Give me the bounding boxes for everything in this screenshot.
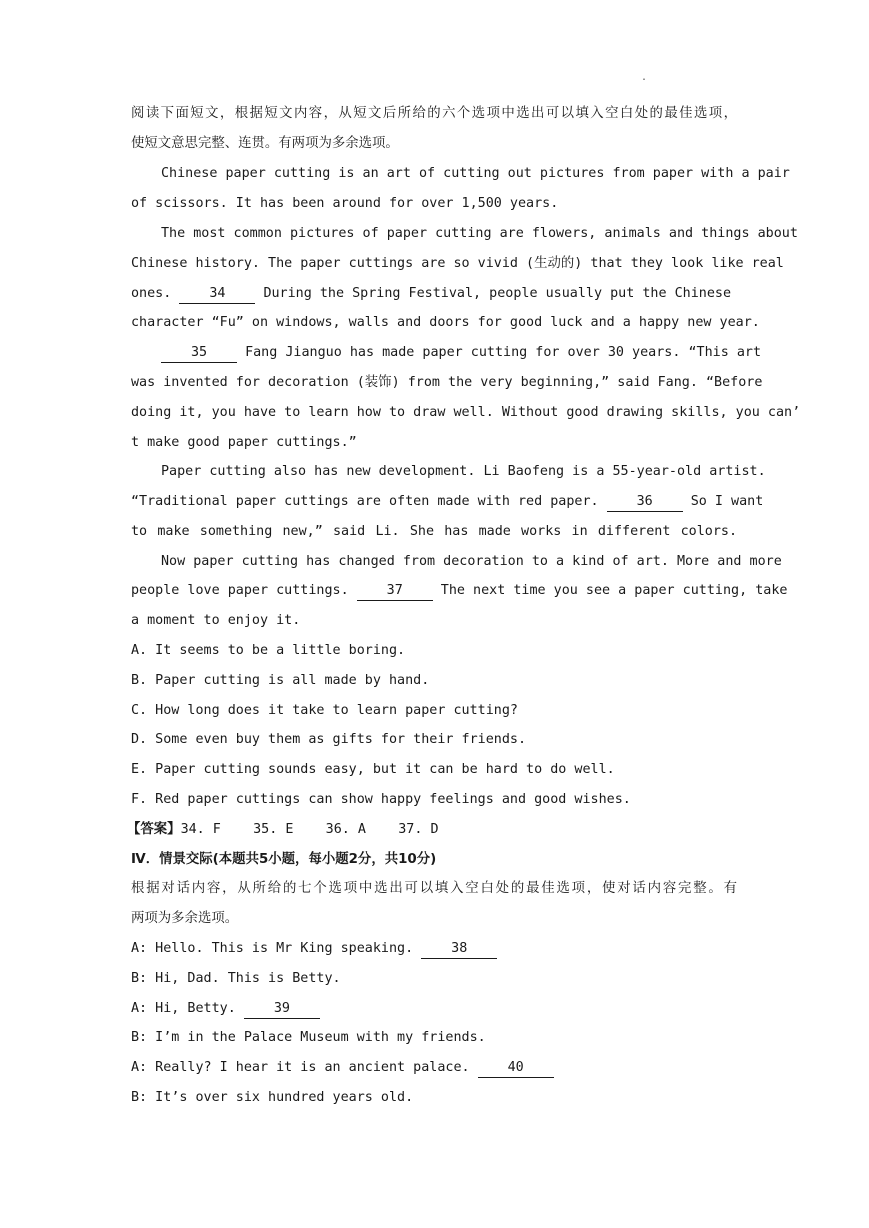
- passage-line: was invented for decoration (装饰) from the very beginning,” said Fang. “Before: [131, 375, 763, 390]
- passage-text: Fang Jianguo has made paper cutting for over 30 years. “This art: [245, 345, 762, 360]
- blank-40: 40: [478, 1060, 554, 1078]
- passage-line: a moment to enjoy it.: [131, 613, 301, 628]
- dialogue-text: A: Hi, Betty.: [131, 1001, 236, 1016]
- dialogue-line: B: Hi, Dad. This is Betty.: [131, 971, 341, 986]
- blank-35: 35: [161, 345, 237, 363]
- answer-line: [127, 820, 733, 840]
- passage-text: people love paper cuttings.: [131, 583, 349, 598]
- passage-line: [131, 581, 788, 601]
- passage-line: [131, 343, 762, 363]
- dialogue-text: A: Hello. This is Mr King speaking.: [131, 941, 414, 956]
- section-title: Ⅳ．情景交际(本题共5小题，每小题2分，共10分): [131, 852, 437, 867]
- passage-line: character “Fu” on windows, walls and doors for good luck and a happy new year.: [131, 315, 760, 330]
- option-b: B. Paper cutting is all made by hand.: [131, 673, 430, 688]
- passage-line: doing it, you have to learn how to draw well. Without good drawing skills, you can’: [131, 405, 801, 420]
- blank-37: 37: [357, 583, 433, 601]
- dialogue-line: [131, 939, 737, 959]
- passage-line: Paper cutting also has new development. Li Baofeng is a 55-year-old artist.: [161, 464, 766, 479]
- answer-text: 34. F 35. E 36. A 37. D: [180, 822, 439, 837]
- option-d: D. Some even buy them as gifts for their friends.: [131, 732, 527, 747]
- passage-line: t make good paper cuttings.”: [131, 435, 357, 450]
- passage-line: [131, 492, 764, 512]
- passage-text: ones.: [131, 286, 172, 301]
- blank-34: 34: [179, 286, 255, 304]
- instruction-line: 阅读下面短文，根据短文内容，从短文后所给的六个选项中选出可以填入空白处的最佳选项，: [131, 106, 737, 121]
- blank-39: 39: [244, 1001, 320, 1019]
- dialogue-line: [131, 999, 737, 1019]
- passage-line: to make something new,” said Li. She has made works in different colors.: [131, 524, 737, 539]
- passage-text: The next time you see a paper cutting, take: [440, 583, 788, 598]
- page-mark: .: [641, 72, 648, 83]
- passage-line: The most common pictures of paper cutting are flowers, animals and things about: [161, 226, 798, 241]
- option-c: C. How long does it take to learn paper cutting?: [131, 703, 518, 718]
- passage-line: Now paper cutting has changed from decoration to a kind of art. More and more: [161, 554, 782, 569]
- passage-line: of scissors. It has been around for over 1,500 years.: [131, 196, 559, 211]
- blank-38: 38: [421, 941, 497, 959]
- dialogue-line: [131, 1058, 737, 1078]
- passage-line: Chinese history. The paper cuttings are so vivid (生动的) that they look like real: [131, 256, 784, 271]
- passage-text: “Traditional paper cuttings are often made with red paper.: [131, 494, 599, 509]
- dialogue-line: B: I’m in the Palace Museum with my friends.: [131, 1030, 486, 1045]
- option-a: A. It seems to be a little boring.: [131, 643, 406, 658]
- dialogue-text: A: Really? I hear it is an ancient palace.: [131, 1060, 470, 1075]
- blank-36: 36: [607, 494, 683, 512]
- instruction-line: 使短文意思完整、连贯。有两项为多余选项。: [131, 136, 399, 151]
- section-instruction: 根据对话内容，从所给的七个选项中选出可以填入空白处的最佳选项，使对话内容完整。有: [131, 881, 737, 896]
- dialogue-line: B: It’s over six hundred years old.: [131, 1090, 414, 1105]
- passage-line: [131, 284, 737, 304]
- passage-text: During the Spring Festival, people usually put the Chinese: [263, 286, 732, 301]
- option-e: E. Paper cutting sounds easy, but it can be hard to do well.: [131, 762, 615, 777]
- option-f: F. Red paper cuttings can show happy feelings and good wishes.: [131, 792, 631, 807]
- passage-line: Chinese paper cutting is an art of cutting out pictures from paper with a pair: [161, 166, 790, 181]
- answer-label: 【答案】: [127, 822, 181, 837]
- section-instruction: 两项为多余选项。: [131, 911, 239, 926]
- passage-text: So I want: [690, 494, 764, 509]
